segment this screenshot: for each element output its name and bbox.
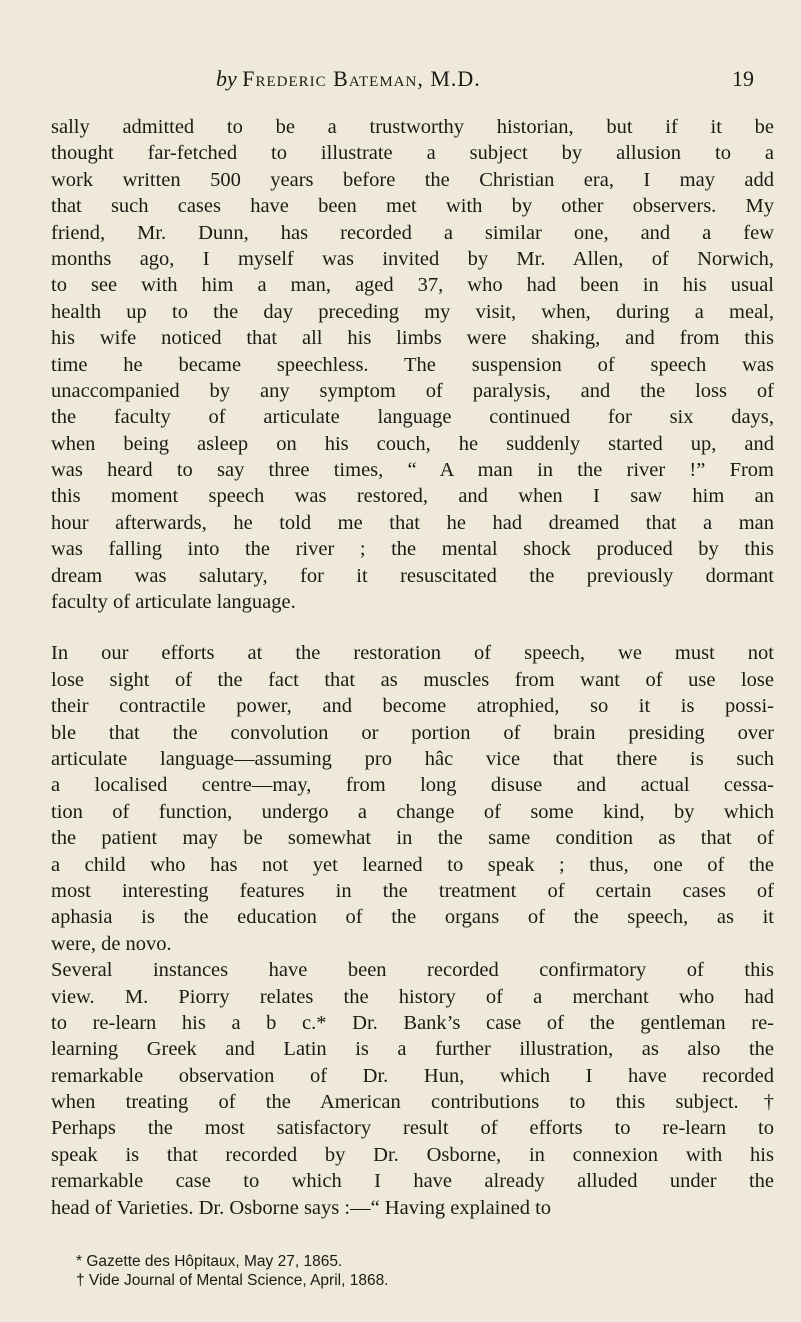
text-line: the faculty of articulate language continued for six days, — [51, 406, 774, 429]
text-line: when treating of the American contributions to this subject.† — [51, 1091, 774, 1114]
text-line: work written 500 years before the Christian era, I may add — [51, 168, 774, 191]
text-line: this moment speech was restored, and when I saw him an — [51, 485, 774, 508]
footnote: † Vide Journal of Mental Science, April, 1868. — [76, 1272, 389, 1289]
text-line: hour afterwards, he told me that he had dreamed that a man — [51, 511, 774, 534]
paragraph — [51, 114, 774, 615]
footnotes — [76, 1252, 776, 1290]
text-line: that such cases have been met with by other observers. My — [51, 195, 774, 218]
text-line: most interesting features in the treatment of certain cases of — [51, 879, 774, 902]
text-line: time he became speechless. The suspension of speech was — [51, 353, 774, 376]
text-line: Several instances have been recorded confirmatory of this — [51, 959, 774, 982]
text-line: aphasia is the education of the organs of the speech, as it — [51, 906, 774, 929]
text-line: health up to the day preceding my visit, when, during a meal, — [51, 300, 774, 323]
paragraph — [51, 640, 774, 1221]
text-line: tion of function, undergo a change of some kind, by which — [51, 800, 774, 823]
text-line: learning Greek and Latin is a further illustration, as also the — [51, 1038, 774, 1061]
body-text — [51, 114, 774, 1221]
text-line: remarkable observation of Dr. Hun, which I have recorded — [51, 1064, 774, 1087]
text-line: speak is that recorded by Dr. Osborne, in connexion with his — [51, 1143, 774, 1166]
text-line: lose sight of the fact that as muscles from want of use lose — [51, 668, 774, 691]
text-line: articulate language—assuming pro hâc vice that there is such — [51, 747, 774, 770]
text-line: view. M. Piorry relates the history of a merchant who had — [51, 985, 774, 1008]
text-line: was heard to say three times, “ A man in the river !” From — [51, 459, 774, 482]
text-line: were, de novo. — [51, 932, 172, 955]
text-line: head of Varieties. Dr. Osborne says :—“ Having explained to — [51, 1196, 552, 1219]
text-line: their contractile power, and become atrophied, so it is possi- — [51, 695, 774, 718]
text-line: months ago, I myself was invited by Mr. Allen, of Norwich, — [51, 247, 774, 270]
running-header — [216, 66, 776, 92]
text-line: a localised centre—may, from long disuse and actual cessa- — [51, 774, 774, 797]
header-author: Frederic Bateman, M.D. — [242, 66, 481, 91]
text-line: unaccompanied by any symptom of paralysis, and the loss of — [51, 379, 774, 402]
text-line: sally admitted to be a trustworthy historian, but if it be — [51, 116, 774, 138]
footnote: * Gazette des Hôpitaux, May 27, 1865. — [76, 1253, 343, 1270]
text-line: a child who has not yet learned to speak ; thus, one of the — [51, 853, 774, 876]
text-line: was falling into the river ; the mental shock produced by this — [51, 538, 774, 561]
text-line: when being asleep on his couch, he suddenly started up, and — [51, 432, 774, 455]
text-line: remarkable case to which I have already alluded under the — [51, 1170, 774, 1193]
header-byline: by — [216, 66, 237, 91]
text-line: to re-learn his a b c.* Dr. Bank’s case of the gentleman re- — [51, 1011, 774, 1034]
page-number: 19 — [732, 66, 754, 91]
text-line: thought far-fetched to illustrate a subject by allusion to a — [51, 142, 774, 165]
text-line: to see with him a man, aged 37, who had been in his usual — [51, 274, 774, 297]
text-line: friend, Mr. Dunn, has recorded a similar one, and a few — [51, 221, 774, 244]
text-line: the patient may be somewhat in the same condition as that of — [51, 827, 774, 850]
text-line: faculty of articulate language. — [51, 591, 296, 614]
text-line: Perhaps the most satisfactory result of efforts to re-learn to — [51, 1117, 774, 1140]
text-line: ble that the convolution or portion of brain presiding over — [51, 721, 774, 744]
paragraph-gap — [51, 615, 774, 640]
text-line: dream was salutary, for it resuscitated the previously dormant — [51, 564, 774, 587]
text-line: his wife noticed that all his limbs were shaking, and from this — [51, 327, 774, 350]
text-line: In our efforts at the restoration of speech, we must not — [51, 642, 774, 665]
